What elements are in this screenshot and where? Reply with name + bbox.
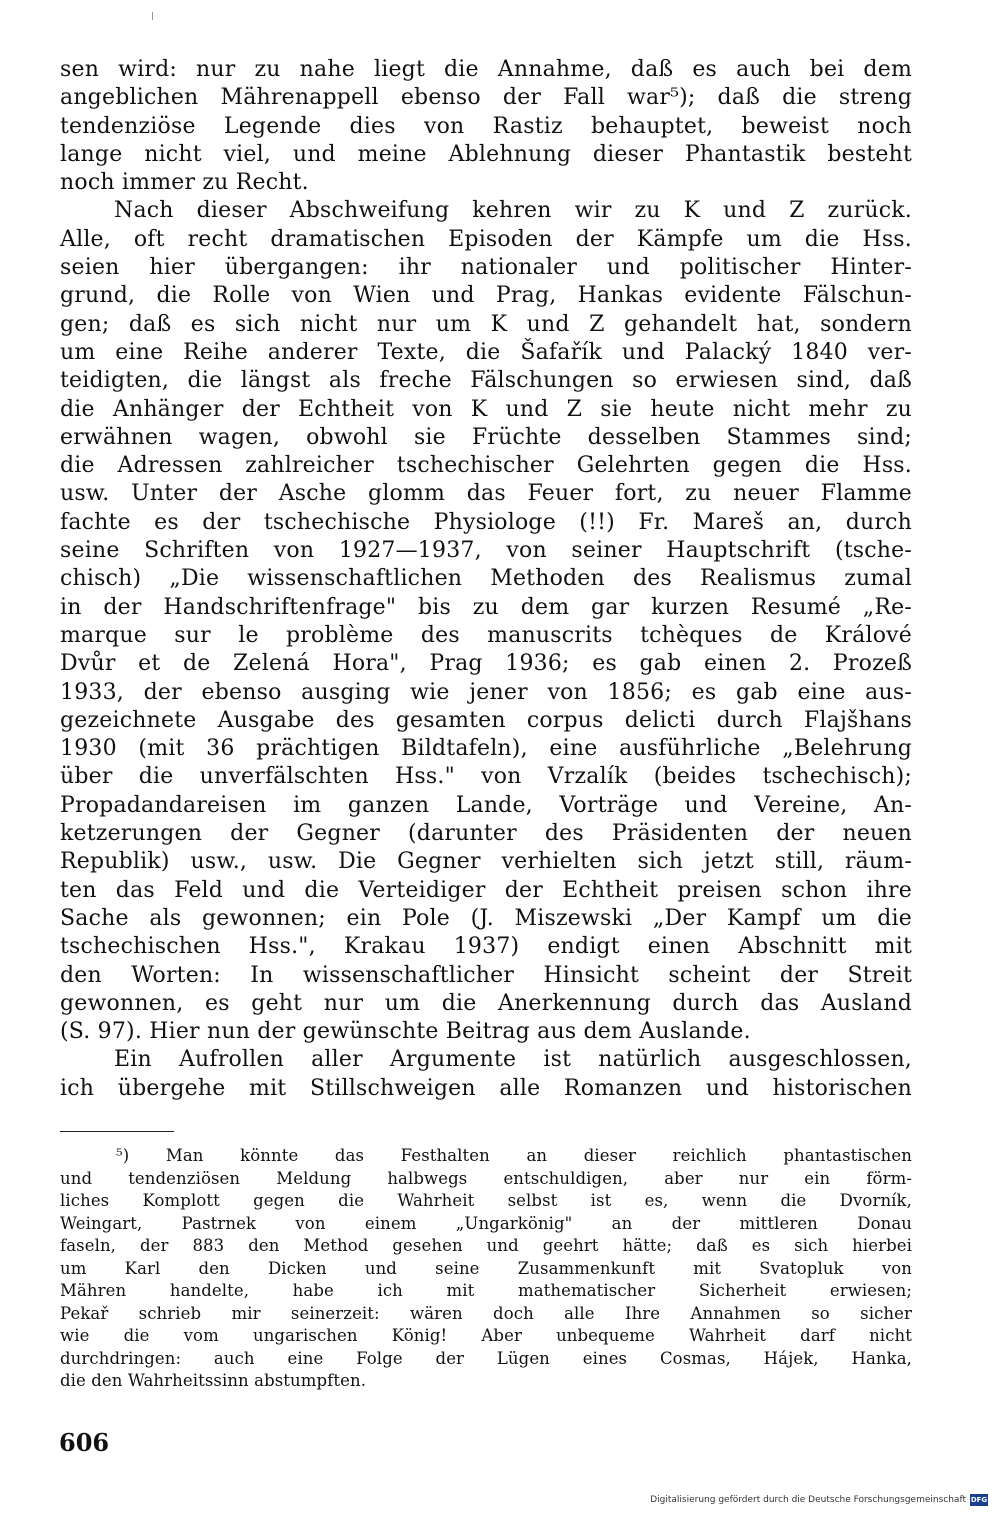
footnote-line: faseln, der 883 den Method gesehen und geehrt hätte; daß es sich hierbei — [60, 1236, 912, 1255]
text-line: ich übergehe mit Stillschweigen alle Romanzen und historischen — [60, 1075, 912, 1101]
paragraph — [60, 56, 912, 197]
footnotes-section — [60, 1145, 912, 1393]
text-line: sen wird: nur zu nahe liegt die Annahme, daß es auch bei dem — [60, 57, 912, 82]
text-line: grund, die Rolle von Wien und Prag, Hankas evidente Fälschun- — [60, 283, 912, 309]
footnote-line: die den Wahrheitssinn abstumpften. — [60, 1371, 367, 1390]
text-line: 1930 (mit 36 prächtigen Bildtafeln), eine ausführliche „Belehrung — [60, 736, 912, 762]
paragraph — [60, 197, 912, 1046]
paragraph — [60, 1046, 912, 1103]
footnote-line: um Karl den Dicken und seine Zusammenkunft mit Svatopluk von — [60, 1258, 912, 1278]
text-line: um eine Reihe anderer Texte, die Šafařík und Palacký 1840 ver- — [60, 339, 912, 365]
page-number: 606 — [59, 1428, 110, 1457]
main-text — [60, 56, 912, 1103]
text-line: über die unverfälschten Hss." von Vrzalík (beides tschechisch); — [60, 764, 912, 790]
text-line: Nach dieser Abschweifung kehren wir zu K und Z zurück. — [114, 198, 912, 224]
text-line: Republik) usw., usw. Die Gegner verhielten sich jetzt still, räum- — [60, 849, 912, 875]
text-line: (S. 97). Hier nun der gewünschte Beitrag aus dem Auslande. — [60, 1019, 751, 1045]
text-line: gen; daß es sich nicht nur um K und Z gehandelt hat, sondern — [60, 311, 912, 337]
footnote-line: Mähren handelte, habe ich mit mathematischer Sicherheit erwiesen; — [60, 1281, 912, 1300]
text-line: Dvůr et de Zelená Hora", Prag 1936; es gab einen 2. Prozeß — [60, 651, 912, 677]
text-line: die Anhänger der Echtheit von K und Z sie heute nicht mehr zu — [60, 396, 912, 422]
footnote-line: durchdringen: auch eine Folge der Lügen eines Cosmas, Hájek, Hanka, — [60, 1348, 912, 1368]
scan-tick-mark — [152, 12, 153, 20]
text-line: marque sur le problème des manuscrits tchèques de Králové — [60, 622, 912, 648]
text-line: Alle, oft recht dramatischen Episoden der Kämpfe um die Hss. — [60, 226, 912, 252]
dfg-logo: DFG — [970, 1496, 988, 1504]
footnote-line: Weingart, Pastrnek von einem „Ungarkönig" an der mittleren Donau — [60, 1213, 912, 1233]
text-line: fachte es der tschechische Physiologe (!!) Fr. Mareš an, durch — [60, 509, 912, 535]
text-line: seien hier übergangen: ihr nationaler und politischer Hinter- — [60, 255, 912, 281]
text-line: die Adressen zahlreicher tschechischer Gelehrten gegen die Hss. — [60, 453, 912, 479]
text-line: ten das Feld und die Verteidiger der Echtheit preisen schon ihre — [60, 877, 912, 903]
text-line: angeblichen Mährenappell ebenso der Fall war⁵); daß die streng — [60, 85, 912, 111]
footnote-marker: ⁵) — [116, 1146, 130, 1165]
text-line: gezeichnete Ausgabe des gesamten corpus delicti durch Flajšhans — [60, 707, 912, 733]
footnote-text: Man könnte das Festhalten an dieser reichlich phantastischen — [165, 1146, 912, 1165]
footnote-line: liches Komplott gegen die Wahrheit selbst ist es, wenn die Dvorník, — [60, 1191, 912, 1210]
text-line: seine Schriften von 1927—1937, von seiner Hauptschrift (tsche- — [60, 538, 912, 564]
text-line: Propadandareisen im ganzen Lande, Vorträge und Vereine, An- — [60, 792, 912, 818]
text-line: in der Handschriftenfrage" bis zu dem gar kurzen Resumé „Re- — [60, 594, 912, 620]
footnote-line: Pekař schrieb mir seinerzeit: wären doch alle Ihre Annahmen so sicher — [60, 1303, 912, 1323]
text-line: noch immer zu Recht. — [60, 170, 309, 196]
text-line: tschechischen Hss.", Krakau 1937) endigt einen Abschnitt mit — [60, 934, 912, 960]
text-line: den Worten: In wissenschaftlicher Hinsicht scheint der Streit — [60, 962, 912, 988]
text-line: gewonnen, es geht nur um die Anerkennung durch das Ausland — [60, 990, 912, 1016]
text-line: tendenziöse Legende dies von Rastiz behauptet, beweist noch — [60, 113, 912, 139]
footnote-line: und tendenziösen Meldung halbwegs entschuldigen, aber nur ein förm- — [60, 1168, 912, 1188]
text-line: lange nicht viel, und meine Ablehnung dieser Phantastik besteht — [60, 141, 912, 167]
footnote — [60, 1145, 912, 1393]
footnote-separator — [60, 1131, 174, 1132]
text-line: usw. Unter der Asche glomm das Feuer fort, zu neuer Flamme — [60, 481, 912, 507]
footnote-line — [60, 1145, 912, 1168]
text-line: ketzerungen der Gegner (darunter des Präsidenten der neuen — [60, 821, 912, 847]
text-line: chisch) „Die wissenschaftlichen Methoden des Realismus zumal — [60, 566, 912, 592]
digitization-credit: Digitalisierung gefördert durch die Deutsche Forschungsgemeinschaft — [650, 1495, 966, 1505]
text-line: Ein Aufrollen aller Argumente ist natürlich ausgeschlossen, — [114, 1047, 912, 1073]
text-line: 1933, der ebenso ausging wie jener von 1856; es gab eine aus- — [60, 679, 912, 705]
text-line: teidigten, die längst als freche Fälschungen so erwiesen sind, daß — [60, 368, 912, 394]
text-line: erwähnen wagen, obwohl sie Früchte desselben Stammes sind; — [60, 424, 912, 450]
text-line: Sache als gewonnen; ein Pole (J. Miszewski „Der Kampf um die — [60, 905, 912, 931]
footnote-line: wie die vom ungarischen König! Aber unbequeme Wahrheit darf nicht — [60, 1326, 912, 1345]
